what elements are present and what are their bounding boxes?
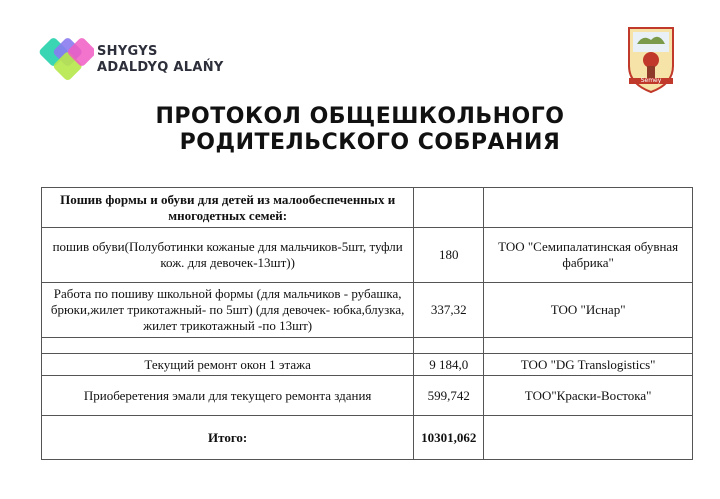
supplier-cell [484,338,693,354]
page-title [0,104,720,156]
title-line2: РОДИТЕЛЬСКОГО СОБРАНИЯ [179,130,561,155]
item-cell: Работа по пошиву школьной формы (для мальчиков - рубашка, брюки,жилет трикотажный- по 5шт) (для девочек- юбка,блузка, жилет трикотажный -по 13шт) [42,283,414,338]
item-cell: Текущий ремонт окон 1 этажа [42,354,414,376]
total-row [42,416,693,460]
emblem-caption: Semey [640,77,662,84]
table-header-cell: Пошив формы и обуви для детей из малообеспеченных и многодетных семей: [42,188,414,228]
brand-name-line1: SHYGYS [97,44,158,59]
amount-cell: 337,32 [414,283,484,338]
item-cell [42,338,414,354]
expenses-table [41,187,693,460]
table-row [42,354,693,376]
table-cell [414,188,484,228]
supplier-cell: ТОО"Краски-Востока" [484,376,693,416]
supplier-cell: ТОО "Семипалатинская обувная фабрика" [484,228,693,283]
table-row [42,228,693,283]
city-emblem-icon [623,22,679,94]
table-row [42,283,693,338]
total-value: 10301,062 [414,416,484,460]
brand-logo [34,22,234,94]
amount-cell: 9 184,0 [414,354,484,376]
total-label: Итого: [42,416,414,460]
table-header-row [42,188,693,228]
item-cell: пошив обуви(Полуботинки кожаные для мальчиков-5шт, туфли кож. для девочек-13шт)) [42,228,414,283]
table-row [42,338,693,354]
amount-cell [414,338,484,354]
table-cell [484,188,693,228]
table-cell [484,416,693,460]
item-cell: Приоберетения эмали для текущего ремонта здания [42,376,414,416]
amount-cell: 180 [414,228,484,283]
supplier-cell: ТОО "Иснар" [484,283,693,338]
brand-logo-icon [34,22,94,94]
table-row [42,376,693,416]
title-line1: ПРОТОКОЛ ОБЩЕШКОЛЬНОГО [155,104,565,129]
brand-name-line2: ADALDYQ ALAŃY [97,60,224,75]
amount-cell: 599,742 [414,376,484,416]
supplier-cell: ТОО "DG Translogistics" [484,354,693,376]
